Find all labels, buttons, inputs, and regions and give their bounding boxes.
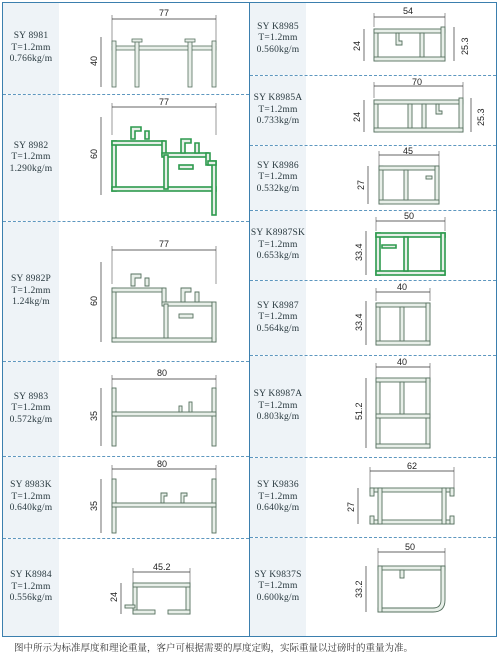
profile-svg <box>308 281 496 356</box>
spec-cell <box>250 211 306 280</box>
model-code: SY 8981 <box>13 31 49 42</box>
weight: 1.24kg/m <box>12 297 50 308</box>
model-code: SY K8986 <box>257 160 299 171</box>
width-dim: 80 <box>157 459 168 469</box>
width-dim: 77 <box>159 97 170 107</box>
width-dim: 62 <box>407 461 418 471</box>
height2-dim: 25.3 <box>460 37 470 55</box>
height-dim: 24 <box>109 591 119 602</box>
width-dim: 80 <box>157 368 168 378</box>
profile-svg <box>308 211 496 281</box>
weight: 0.640kg/m <box>9 503 53 514</box>
profile-drawing <box>61 362 249 456</box>
model-code: SY K9836 <box>257 480 299 491</box>
thickness: T=1.2mm <box>11 491 51 502</box>
profile-row <box>250 458 496 538</box>
spec-cell <box>250 281 306 355</box>
model-code: SY 8983 <box>13 391 49 402</box>
profile-row <box>250 146 496 211</box>
model-code: SY K8985A <box>253 93 303 104</box>
weight: 0.532kg/m <box>256 183 300 194</box>
model-code: SY K8987SK <box>250 228 306 239</box>
thickness: T=1.2mm <box>258 239 298 250</box>
height-dim: 27 <box>356 179 366 190</box>
profile-row <box>250 211 496 281</box>
profile-svg <box>308 146 496 211</box>
model-code: SY K8987A <box>253 389 303 400</box>
weight: 0.640kg/m <box>256 503 300 514</box>
width-dim: 54 <box>403 6 414 16</box>
spec-cell <box>3 95 59 221</box>
thickness: T=1.2mm <box>11 285 51 296</box>
profile-drawing <box>308 3 496 75</box>
thickness: T=1.2mm <box>11 403 51 414</box>
profile-drawing <box>61 222 249 361</box>
height-dim: 24 <box>352 40 362 51</box>
profile-drawing <box>61 457 249 538</box>
profile-row <box>3 457 249 539</box>
spec-cell <box>3 222 59 361</box>
profile-svg <box>308 76 496 146</box>
spec-cell <box>3 362 59 456</box>
profile-row <box>250 538 496 636</box>
spec-cell <box>250 3 306 75</box>
model-code: SY K8984 <box>10 570 52 581</box>
profile-drawing <box>308 76 496 145</box>
height-dim: 33.4 <box>354 313 364 331</box>
thickness: T=1.2mm <box>258 312 298 323</box>
left-column <box>3 3 249 636</box>
spec-cell <box>250 146 306 210</box>
profile-row <box>250 356 496 458</box>
thickness: T=1.2mm <box>258 104 298 115</box>
weight: 0.572kg/m <box>9 414 53 425</box>
width-dim: 40 <box>397 282 408 292</box>
height-dim: 24 <box>352 111 362 122</box>
model-code: SY 8983K <box>10 480 52 491</box>
profile-row <box>3 222 249 362</box>
weight: 0.600kg/m <box>256 592 300 603</box>
weight: 1.290kg/m <box>9 163 53 174</box>
thickness: T=1.2mm <box>258 33 298 44</box>
thickness: T=1.2mm <box>11 581 51 592</box>
spec-cell <box>250 76 306 145</box>
spec-cell <box>250 538 306 636</box>
profile-svg <box>308 356 496 458</box>
profile-svg <box>61 539 249 636</box>
profile-svg <box>308 458 496 538</box>
profile-drawing <box>308 356 496 457</box>
profile-drawing <box>61 3 249 94</box>
height2-dim: 25.3 <box>476 108 486 126</box>
thickness: T=1.2mm <box>11 42 51 53</box>
profile-svg <box>61 95 249 222</box>
profile-drawing <box>308 538 496 636</box>
profile-drawing <box>61 539 249 636</box>
height-dim: 51.2 <box>354 402 364 420</box>
width-dim: 45 <box>403 146 414 156</box>
profile-row <box>3 362 249 457</box>
profile-row <box>3 539 249 636</box>
profile-drawing <box>308 458 496 537</box>
profile-row <box>3 95 249 222</box>
thickness: T=1.2mm <box>258 172 298 183</box>
footer-note: 图中所示为标准厚度和理论重量，客户可根据需要的厚度定购，实际重量以过磅时的重量为准。 <box>14 643 414 654</box>
height-dim: 33.4 <box>354 243 364 261</box>
model-code: SY 8982P <box>10 274 52 285</box>
profile-row <box>250 3 496 76</box>
weight: 0.803kg/m <box>256 412 300 423</box>
right-column <box>250 3 496 636</box>
height-dim: 40 <box>89 55 99 66</box>
height-dim: 27 <box>346 501 356 512</box>
catalog-sheet <box>2 2 497 637</box>
spec-cell <box>3 3 59 94</box>
weight: 0.560kg/m <box>256 44 300 55</box>
model-code: SY K9837S <box>254 569 302 580</box>
height-dim: 35 <box>89 410 99 421</box>
height-dim: 33.2 <box>354 580 364 598</box>
model-code: SY K8985 <box>257 21 299 32</box>
profile-drawing <box>61 95 249 221</box>
model-code: SY K8987 <box>257 300 299 311</box>
height-dim: 35 <box>89 500 99 511</box>
profile-drawing <box>308 146 496 210</box>
width-dim: 50 <box>405 542 416 552</box>
profile-row <box>250 76 496 146</box>
thickness: T=1.2mm <box>258 491 298 502</box>
width-dim: 70 <box>412 77 423 87</box>
spec-cell <box>3 457 59 538</box>
width-dim: 45.2 <box>153 562 171 572</box>
profile-drawing <box>308 211 496 280</box>
profile-svg <box>61 457 249 539</box>
thickness: T=1.2mm <box>11 152 51 163</box>
weight: 0.733kg/m <box>256 116 300 127</box>
thickness: T=1.2mm <box>258 581 298 592</box>
weight: 0.564kg/m <box>256 323 300 334</box>
weight: 0.653kg/m <box>256 251 300 262</box>
profile-row <box>250 281 496 356</box>
profile-svg <box>61 3 249 95</box>
profile-svg <box>61 362 249 457</box>
spec-cell <box>3 539 59 636</box>
profile-row <box>3 3 249 95</box>
model-code: SY 8982 <box>13 140 49 151</box>
profile-svg <box>61 222 249 362</box>
profile-svg <box>308 3 496 76</box>
profile-drawing <box>308 281 496 355</box>
height-dim: 60 <box>89 148 99 159</box>
spec-cell <box>250 356 306 457</box>
width-dim: 50 <box>404 211 415 221</box>
spec-cell <box>250 458 306 537</box>
profile-svg <box>308 538 496 636</box>
height-dim: 60 <box>89 295 99 306</box>
thickness: T=1.2mm <box>258 400 298 411</box>
weight: 0.766kg/m <box>9 54 53 65</box>
width-dim: 40 <box>397 357 408 367</box>
width-dim: 77 <box>159 8 170 18</box>
width-dim: 77 <box>159 239 170 249</box>
weight: 0.556kg/m <box>9 593 53 604</box>
